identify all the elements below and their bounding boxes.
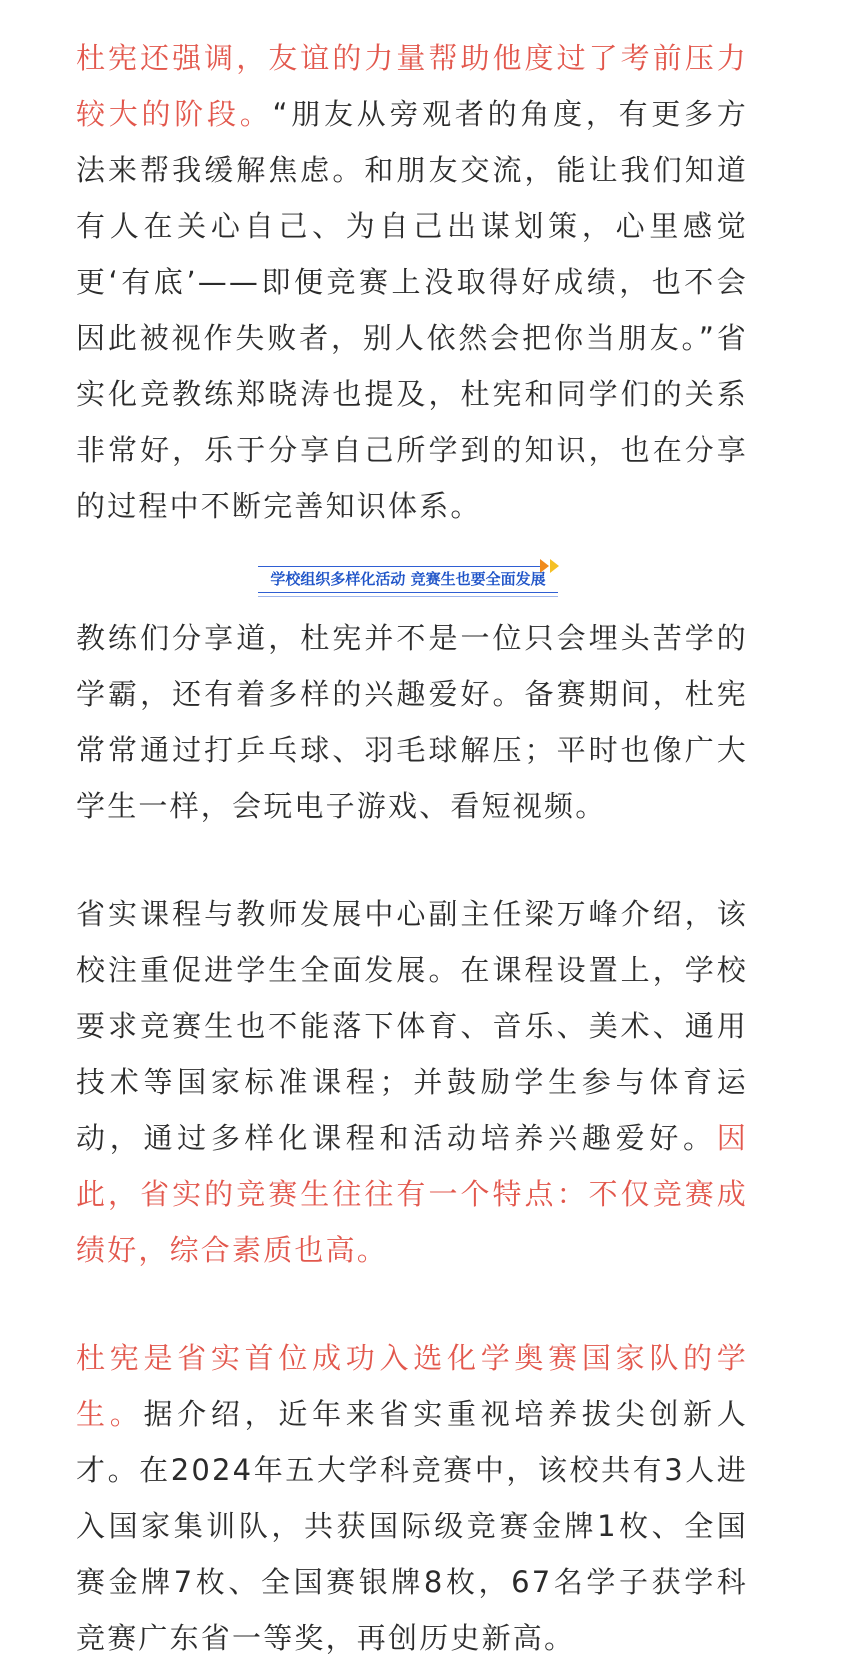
- section-title-label: 学校组织多样化活动 竞赛生也要全面发展: [270, 570, 546, 588]
- highlight-text: 因此，省实的竞赛生往往有一个特点：不仅竞赛成绩好，综合素质也高。: [76, 1121, 748, 1267]
- title-top-line: [258, 566, 540, 567]
- paragraph-curriculum: [76, 886, 748, 1278]
- highlight-text: 杜宪是省实首位成功入选化学奥赛国家队的学生。: [76, 1341, 748, 1431]
- section-title: [258, 554, 558, 600]
- title-bottom-line: [258, 592, 558, 593]
- article-body: [76, 30, 748, 1666]
- highlight-text: 杜宪还强调，友谊的力量帮助他度过了考前压力较大的阶段。: [76, 41, 748, 131]
- paragraph-text: 据介绍，近年来省实重视培养拔尖创新人才。在2024年五大学科竞赛中，该校共有3人进入国家集训队，共获国际级竞赛金牌1枚、全国赛金牌7枚、全国赛银牌8枚，67名学子获学科竞赛广东省一等奖，再创历史新高。: [76, 1397, 748, 1655]
- paragraph-achievements: [76, 1330, 748, 1666]
- paragraph-hobbies: 教练们分享道，杜宪并不是一位只会埋头苦学的学霸，还有着多样的兴趣爱好。备赛期间，杜宪常常通过打乒乓球、羽毛球解压；平时也像广大学生一样，会玩电子游戏、看短视频。: [76, 621, 748, 823]
- paragraph-text: “朋友从旁观者的角度，有更多方法来帮我缓解焦虑。和朋友交流，能让我们知道有人在关心自己、为自己出谋划策，心里感觉更‘有底’——即便竞赛上没取得好成绩，也不会因此被视作失败者，别人依然会把你当朋友。”省实化竞教练郑晓涛也提及，杜宪和同学们的关系非常好，乐于分享自己所学到的知识，也在分享的过程中不断完善知识体系。: [76, 97, 748, 523]
- paragraph-text: 省实课程与教师发展中心副主任梁万峰介绍，该校注重促进学生全面发展。在课程设置上，学校要求竞赛生也不能落下体育、音乐、美术、通用技术等国家标准课程；并鼓励学生参与体育运动，通过多样化课程和活动培养兴趣爱好。: [76, 897, 748, 1155]
- paragraph-friendship: [76, 30, 748, 534]
- title-bottom-line-light: [258, 596, 558, 597]
